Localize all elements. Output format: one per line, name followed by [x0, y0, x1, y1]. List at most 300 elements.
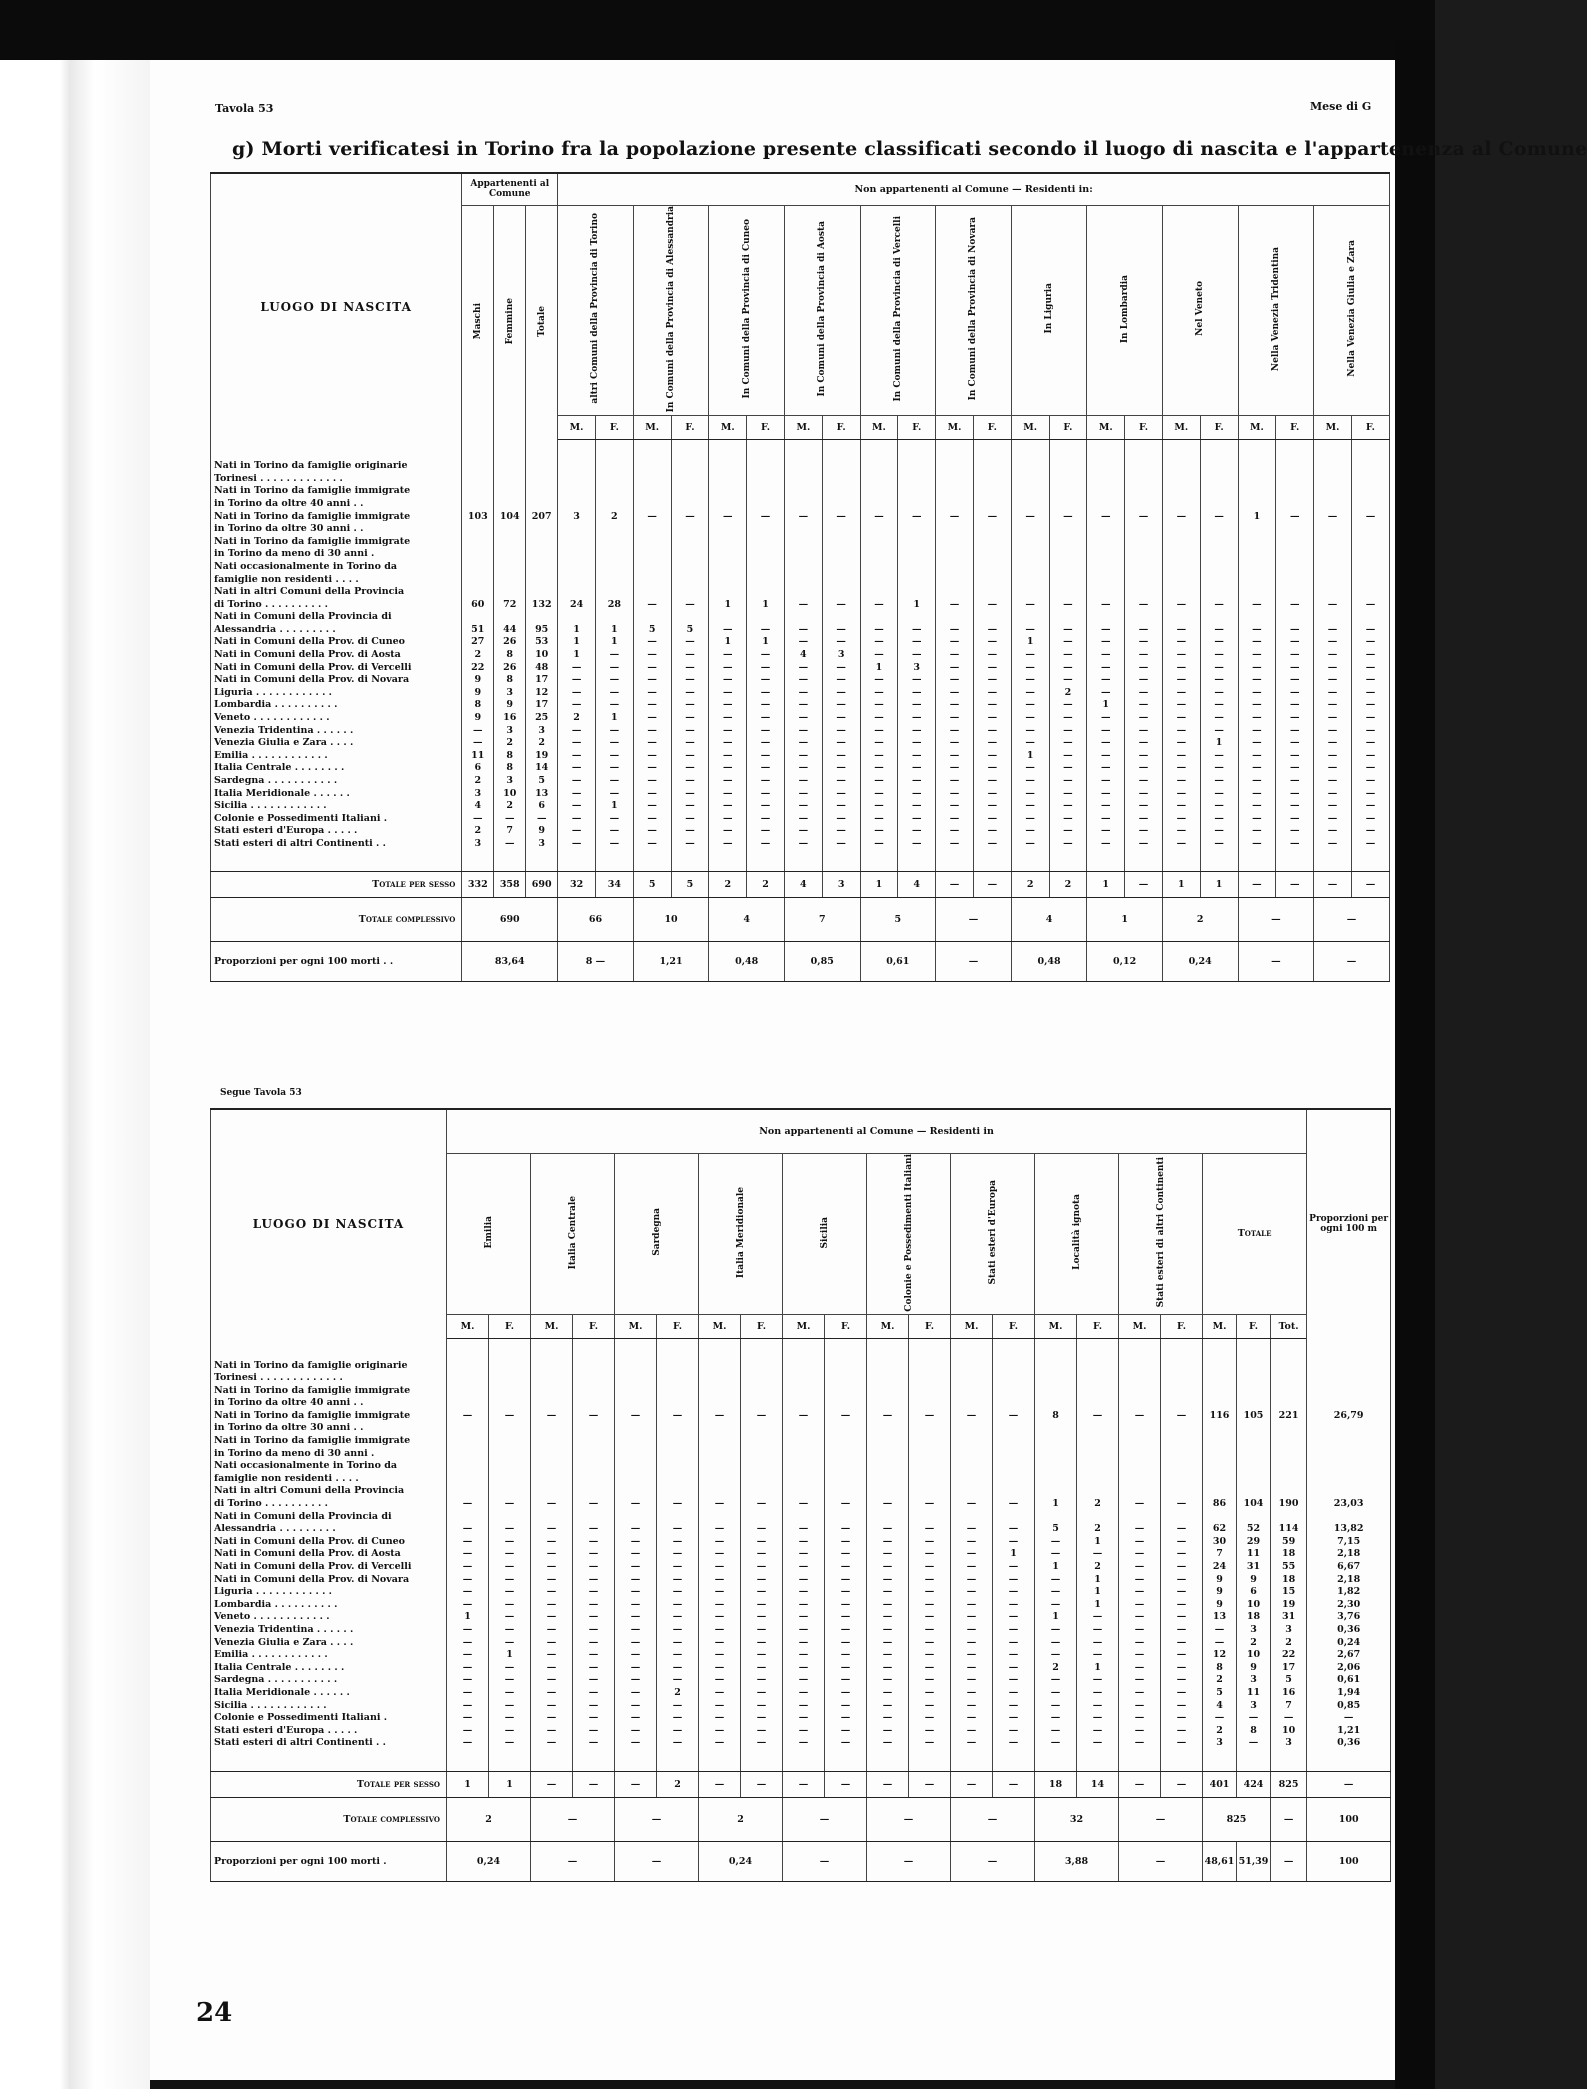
table-cell: —: [1162, 623, 1200, 636]
table-cell: —: [860, 648, 898, 661]
table-cell: 26: [494, 636, 526, 649]
table-cell: —: [1119, 1611, 1161, 1624]
table-cell: —: [1087, 623, 1125, 636]
table-cell: —: [657, 1409, 699, 1422]
table-cell: —: [741, 1737, 783, 1750]
table-cell: [462, 472, 494, 485]
table-cell: [573, 1384, 615, 1397]
spacer-cell: [558, 850, 596, 872]
table-cell: —: [573, 1674, 615, 1687]
table-cell: [1077, 1510, 1119, 1523]
table-cell: —: [784, 787, 822, 800]
table-cell: —: [573, 1598, 615, 1611]
table-cell: [741, 1510, 783, 1523]
table-cell: [1011, 560, 1049, 573]
table-cell: [1035, 1447, 1077, 1460]
table-cell: 24: [1203, 1560, 1237, 1573]
table-cell: [447, 1485, 489, 1498]
spacer-cell: [615, 1749, 657, 1771]
table-cell: —: [936, 812, 974, 825]
table-cell: —: [741, 1585, 783, 1598]
total-cell: —: [951, 1771, 993, 1797]
table-cell: 1: [747, 598, 785, 611]
table-cell: —: [1087, 648, 1125, 661]
table-row: [211, 1737, 1391, 1750]
table-cell: —: [951, 1522, 993, 1535]
table-cell: —: [1119, 1585, 1161, 1598]
table-cell: 132: [526, 598, 558, 611]
table-row: [211, 1384, 1391, 1397]
table-row: [211, 648, 1390, 661]
table-cell: [462, 485, 494, 498]
table-cell: [909, 1485, 951, 1498]
table-cell: —: [951, 1585, 993, 1598]
table-cell: —: [1314, 825, 1352, 838]
table-cell: —: [1161, 1737, 1203, 1750]
table-cell: [447, 1422, 489, 1435]
table-cell: [1011, 485, 1049, 498]
table-cell: [1077, 1396, 1119, 1409]
table-cell: —: [825, 1686, 867, 1699]
table-cell: [973, 535, 1011, 548]
table-cell: —: [1077, 1409, 1119, 1422]
total-cell: 2: [1162, 898, 1238, 942]
table-cell: —: [657, 1648, 699, 1661]
table-cell: —: [867, 1409, 909, 1422]
table-cell: [1035, 1485, 1077, 1498]
table-cell: [1314, 459, 1352, 472]
stub-header: LUOGO DI NASCITA: [211, 1109, 447, 1339]
proportion-cell: 0,24: [1162, 942, 1238, 982]
table-cell: [489, 1447, 531, 1460]
table-cell: —: [489, 1522, 531, 1535]
proportion-cell: 0,48: [709, 942, 785, 982]
table-cell: [909, 1510, 951, 1523]
table-cell: 19: [1271, 1598, 1307, 1611]
table-cell: [1125, 573, 1163, 586]
table-cell: —: [825, 1573, 867, 1586]
table-cell: —: [709, 510, 747, 523]
table-cell: —: [1200, 825, 1238, 838]
table-cell: —: [741, 1699, 783, 1712]
mf-header: M.: [1087, 415, 1125, 439]
column-header: [558, 205, 634, 415]
table-cell: [657, 1359, 699, 1372]
table-cell: [494, 535, 526, 548]
table-cell: —: [615, 1497, 657, 1510]
table-cell: —: [741, 1497, 783, 1510]
table-cell: [573, 1396, 615, 1409]
table-cell: —: [1049, 598, 1087, 611]
table-cell: —: [1200, 774, 1238, 787]
table-cell: [1087, 573, 1125, 586]
table-cell: [1035, 1371, 1077, 1384]
row-label: Nati in Torino da famiglie immigrate: [211, 485, 462, 498]
table-cell: [747, 560, 785, 573]
table-cell: —: [558, 749, 596, 762]
table-cell: —: [898, 837, 936, 850]
table-cell: 2: [1077, 1522, 1119, 1535]
table-cell: 5: [526, 774, 558, 787]
table-cell: —: [489, 1674, 531, 1687]
table-cell: —: [1011, 598, 1049, 611]
table-cell: 10: [494, 787, 526, 800]
table-cell: 2: [526, 736, 558, 749]
table-cell: —: [951, 1661, 993, 1674]
proportion-label: Proporzioni per ogni 100 morti .: [211, 1841, 447, 1881]
table-cell: [633, 535, 671, 548]
table-cell: 1: [1011, 636, 1049, 649]
table-cell: —: [741, 1598, 783, 1611]
table-cell: —: [633, 724, 671, 737]
spacer-cell: [867, 1749, 909, 1771]
mf-header: F.: [1049, 415, 1087, 439]
table-cell: [747, 611, 785, 624]
table-cell: —: [1314, 623, 1352, 636]
table-cell: —: [936, 699, 974, 712]
table-cell: —: [747, 724, 785, 737]
total-cell: —: [1238, 898, 1314, 942]
table-cell: [1271, 1434, 1307, 1447]
table-cell: [973, 472, 1011, 485]
table-cell: —: [489, 1598, 531, 1611]
total-cell: 7: [784, 898, 860, 942]
table-cell: —: [973, 623, 1011, 636]
table-cell: 9: [1203, 1585, 1237, 1598]
table-row: [211, 598, 1390, 611]
table-cell: [825, 1447, 867, 1460]
table-cell: 3: [526, 724, 558, 737]
table-cell: —: [747, 711, 785, 724]
table-cell: [973, 459, 1011, 472]
table-cell: 190: [1271, 1497, 1307, 1510]
table-cell: 116: [1203, 1409, 1237, 1422]
table-cell: —: [447, 1548, 489, 1561]
table-cell: [1200, 472, 1238, 485]
table-cell: 1: [1238, 510, 1276, 523]
table-cell: —: [1035, 1648, 1077, 1661]
table-cell: [973, 585, 1011, 598]
table-cell: —: [1011, 812, 1049, 825]
table-cell: —: [657, 1522, 699, 1535]
table-cell: —: [860, 762, 898, 775]
table-row: [211, 1585, 1391, 1598]
table-cell: —: [558, 825, 596, 838]
spacer-cell: [1307, 1339, 1391, 1359]
table-cell: —: [573, 1611, 615, 1624]
table-cell: [741, 1384, 783, 1397]
table-cell: —: [671, 661, 709, 674]
table-cell: [784, 560, 822, 573]
table-cell: —: [531, 1548, 573, 1561]
total-cell: —: [936, 898, 1012, 942]
table-cell: —: [531, 1560, 573, 1573]
table-cell: —: [447, 1636, 489, 1649]
row-label: Stati esteri di altri Continenti . .: [211, 1737, 447, 1750]
table-cell: —: [825, 1585, 867, 1598]
column-header-text: Italia Centrale: [567, 1195, 578, 1269]
row-label: Nati in Torino da famiglie originarie: [211, 459, 462, 472]
table-cell: 28: [595, 598, 633, 611]
mf-header: M.: [531, 1315, 573, 1339]
table-cell: —: [633, 825, 671, 838]
table-row: [211, 1459, 1391, 1472]
table-cell: —: [657, 1598, 699, 1611]
spacer-cell: [526, 850, 558, 872]
table-cell: [1314, 560, 1352, 573]
table-cell: [447, 1434, 489, 1447]
table-cell: [1200, 560, 1238, 573]
table-cell: 104: [494, 510, 526, 523]
table-cell: [951, 1371, 993, 1384]
table-cell: —: [825, 1409, 867, 1422]
group-header-non-appartenenti: Non appartenenti al Comune — Residenti in: [447, 1109, 1307, 1153]
table-cell: [1351, 585, 1389, 598]
table-cell: [860, 535, 898, 548]
table-cell: 10: [1271, 1724, 1307, 1737]
table-cell: [1238, 485, 1276, 498]
table-cell: [783, 1371, 825, 1384]
table-cell: —: [489, 1661, 531, 1674]
table-cell: —: [531, 1661, 573, 1674]
table-cell: —: [1238, 699, 1276, 712]
table-cell: 8: [494, 673, 526, 686]
table-cell: [633, 459, 671, 472]
table-cell: [783, 1422, 825, 1435]
table-cell: [825, 1510, 867, 1523]
table-cell: —: [1049, 623, 1087, 636]
table-cell: [783, 1396, 825, 1409]
table-cell: [1200, 522, 1238, 535]
column-header-text: Maschi: [472, 302, 483, 340]
table-cell: —: [822, 636, 860, 649]
table-cell: —: [909, 1548, 951, 1561]
table-cell: —: [1125, 724, 1163, 737]
table-cell: —: [909, 1573, 951, 1586]
total-cell: 4: [784, 872, 822, 898]
table-cell: —: [784, 749, 822, 762]
table-cell: —: [615, 1598, 657, 1611]
table-cell: —: [1203, 1636, 1237, 1649]
total-cell: 358: [494, 872, 526, 898]
table-cell: —: [1161, 1699, 1203, 1712]
table-cell: —: [784, 724, 822, 737]
table-cell: [822, 472, 860, 485]
table-cell: —: [784, 636, 822, 649]
table-cell: 9: [1203, 1573, 1237, 1586]
total-cell: 690: [526, 872, 558, 898]
table-cell: 86: [1203, 1497, 1237, 1510]
table-cell: —: [1035, 1686, 1077, 1699]
table-part1: [210, 172, 1390, 982]
table-cell: [1351, 472, 1389, 485]
table-cell: —: [709, 686, 747, 699]
table-cell: [531, 1359, 573, 1372]
table-row: [211, 1109, 1391, 1153]
total-cell: 1: [447, 1771, 489, 1797]
spacer-cell: [1203, 1749, 1237, 1771]
table-cell: 59: [1271, 1535, 1307, 1548]
table-cell: —: [1161, 1535, 1203, 1548]
table-cell: —: [1238, 648, 1276, 661]
table-cell: —: [860, 787, 898, 800]
total-cell: 1: [1200, 872, 1238, 898]
mf-header: F.: [898, 415, 936, 439]
table-cell: [1307, 1359, 1391, 1372]
row-label: Venezia Giulia e Zara . . . .: [211, 736, 462, 749]
table-cell: —: [1119, 1548, 1161, 1561]
table-cell: [1271, 1459, 1307, 1472]
table-cell: —: [1119, 1661, 1161, 1674]
table-cell: —: [671, 837, 709, 850]
table-cell: [462, 497, 494, 510]
table-cell: 8: [1203, 1661, 1237, 1674]
table-cell: [1271, 1384, 1307, 1397]
mf-header: M.: [558, 415, 596, 439]
table-cell: —: [1161, 1497, 1203, 1510]
row-label: Stati esteri d'Europa . . . . .: [211, 825, 462, 838]
table-cell: 12: [526, 686, 558, 699]
row-label: in Torino da oltre 30 anni . .: [211, 1422, 447, 1435]
table-cell: [993, 1422, 1035, 1435]
table-cell: —: [1161, 1724, 1203, 1737]
table-cell: —: [709, 787, 747, 800]
proportion-cell: —: [783, 1841, 867, 1881]
table-cell: —: [657, 1661, 699, 1674]
table-cell: —: [973, 724, 1011, 737]
table-cell: —: [671, 724, 709, 737]
table-cell: —: [747, 774, 785, 787]
spacer-cell: [494, 850, 526, 872]
table-cell: [1119, 1459, 1161, 1472]
table-cell: 10: [1237, 1648, 1271, 1661]
table-cell: [822, 522, 860, 535]
table-cell: —: [825, 1636, 867, 1649]
table-cell: [709, 611, 747, 624]
table-cell: [1271, 1447, 1307, 1460]
table-cell: —: [671, 762, 709, 775]
table-row: [211, 699, 1390, 712]
table-cell: —: [1049, 736, 1087, 749]
table-row: [211, 497, 1390, 510]
row-label: Venezia Tridentina . . . . . .: [211, 1623, 447, 1636]
table-cell: —: [1011, 736, 1049, 749]
table-cell: —: [615, 1686, 657, 1699]
table-cell: 1: [595, 711, 633, 724]
column-header-text: Sicilia: [819, 1216, 830, 1249]
table-cell: —: [747, 623, 785, 636]
column-header: [531, 1153, 615, 1315]
table-cell: 0,24: [1307, 1636, 1391, 1649]
table-cell: 25: [526, 711, 558, 724]
column-header: [447, 1153, 531, 1315]
spacer-cell: [462, 439, 494, 459]
table-cell: [1238, 472, 1276, 485]
table-cell: —: [531, 1409, 573, 1422]
table-cell: [1351, 611, 1389, 624]
table-cell: [615, 1434, 657, 1447]
table-cell: —: [709, 623, 747, 636]
table-cell: 27: [462, 636, 494, 649]
table-cell: —: [1119, 1409, 1161, 1422]
table-cell: —: [531, 1573, 573, 1586]
table-cell: [1237, 1396, 1271, 1409]
column-header-text: Stati esteri d'Europa: [987, 1180, 998, 1285]
spacer-cell: [489, 1339, 531, 1359]
table-cell: —: [1314, 724, 1352, 737]
table-cell: [462, 585, 494, 598]
total-cell: 18: [1035, 1771, 1077, 1797]
table-cell: [657, 1371, 699, 1384]
table-cell: —: [747, 510, 785, 523]
table-cell: [1237, 1447, 1271, 1460]
table-cell: [699, 1459, 741, 1472]
table-cell: [1119, 1485, 1161, 1498]
table-cell: 3: [494, 686, 526, 699]
table-cell: 17: [1271, 1661, 1307, 1674]
table-cell: —: [741, 1661, 783, 1674]
total-label: Totale complessivo: [211, 1797, 447, 1841]
table-cell: —: [671, 774, 709, 787]
table-cell: —: [1011, 673, 1049, 686]
spacer-cell: [747, 850, 785, 872]
table-cell: —: [784, 799, 822, 812]
spacer-cell: [822, 850, 860, 872]
table-cell: [1351, 573, 1389, 586]
spacer-cell: [909, 1749, 951, 1771]
table-cell: —: [489, 1623, 531, 1636]
table-cell: [709, 535, 747, 548]
spacer-cell: [211, 1749, 447, 1771]
table-cell: —: [1049, 699, 1087, 712]
table-cell: [1238, 497, 1276, 510]
table-cell: 51: [462, 623, 494, 636]
table-cell: [1351, 560, 1389, 573]
table-cell: —: [494, 812, 526, 825]
table-cell: —: [1238, 636, 1276, 649]
table-cell: —: [633, 762, 671, 775]
table-cell: 0,36: [1307, 1737, 1391, 1750]
table-cell: [699, 1447, 741, 1460]
table-cell: —: [1161, 1548, 1203, 1561]
table-cell: —: [615, 1623, 657, 1636]
row-label: Nati occasionalmente in Torino da: [211, 560, 462, 573]
table-cell: —: [699, 1623, 741, 1636]
table-cell: [1314, 472, 1352, 485]
table-cell: [699, 1359, 741, 1372]
table-cell: —: [573, 1548, 615, 1561]
spacer-cell: [1271, 1749, 1307, 1771]
column-header: [1162, 205, 1238, 415]
table-cell: —: [699, 1661, 741, 1674]
table-row: [211, 736, 1390, 749]
table-cell: 9: [1237, 1661, 1271, 1674]
table-cell: —: [1011, 510, 1049, 523]
table-cell: —: [993, 1560, 1035, 1573]
table-cell: —: [1351, 787, 1389, 800]
table-cell: —: [993, 1598, 1035, 1611]
table-cell: [860, 548, 898, 561]
table-cell: [1276, 459, 1314, 472]
spacer-cell: [671, 439, 709, 459]
table-cell: [741, 1359, 783, 1372]
spacer-cell: [211, 439, 462, 459]
mf-header: M.: [1203, 1315, 1237, 1339]
table-cell: —: [909, 1636, 951, 1649]
table-cell: [973, 611, 1011, 624]
table-cell: 1,82: [1307, 1585, 1391, 1598]
table-cell: —: [1162, 598, 1200, 611]
